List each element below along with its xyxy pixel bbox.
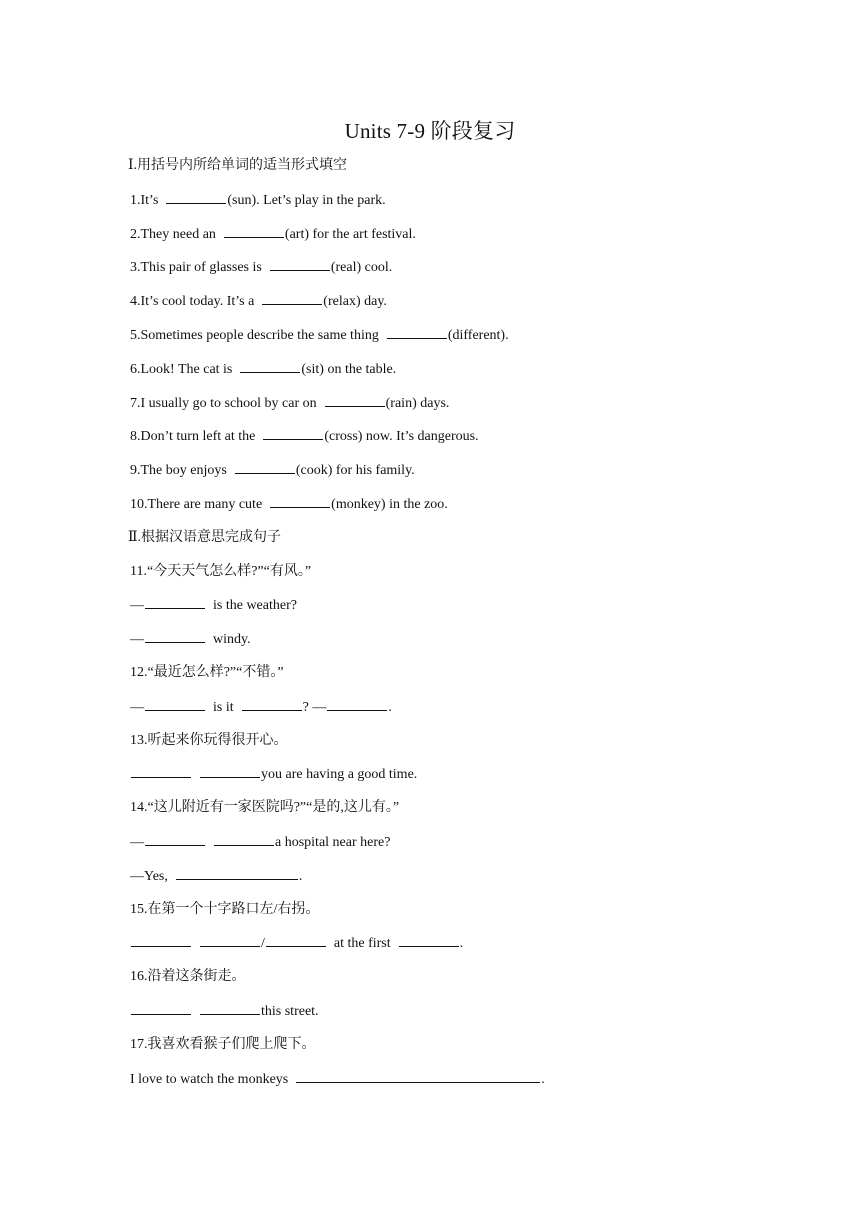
question-text: (sit) on the table. — [301, 361, 397, 377]
question-11-answer-2 — [130, 628, 750, 662]
answer-blank[interactable] — [266, 932, 326, 947]
answer-blank[interactable] — [270, 256, 330, 271]
question-5 — [130, 324, 750, 358]
question-text: a hospital near here? — [275, 834, 391, 850]
answer-blank[interactable] — [296, 1068, 540, 1083]
question-text: 4.It’s cool today. It’s a — [130, 294, 255, 310]
answer-blank[interactable] — [240, 358, 300, 373]
question-11-prompt: 11.“今天天气怎么样?”“有风。” — [130, 563, 312, 579]
section-2-heading: Ⅱ.根据汉语意思完成句子 — [128, 529, 282, 545]
question-text: is it — [213, 699, 234, 715]
question-13-answer — [130, 763, 750, 797]
question-text: 9.The boy enjoys — [130, 463, 227, 479]
question-text: 5.Sometimes people describe the same thing — [130, 327, 379, 343]
question-16-prompt: 16.沿着这条街走。 — [130, 969, 246, 985]
question-2 — [130, 223, 750, 257]
answer-blank[interactable] — [166, 189, 226, 204]
answer-blank[interactable] — [131, 1000, 191, 1015]
answer-blank[interactable] — [145, 628, 205, 643]
page-title: Units 7-9 阶段复习 — [344, 119, 516, 143]
question-text: (rain) days. — [385, 395, 450, 411]
dash: — — [130, 834, 144, 850]
question-text: . — [298, 868, 303, 884]
question-text: (different). — [447, 327, 509, 343]
question-text: (cross) now. It’s dangerous. — [324, 429, 479, 445]
dash: — — [130, 598, 144, 614]
answer-blank[interactable] — [325, 392, 385, 407]
question-text: . — [541, 1071, 545, 1087]
section-1-heading: Ⅰ.用括号内所给单词的适当形式填空 — [128, 158, 348, 173]
question-text: (cook) for his family. — [295, 463, 415, 479]
slash: / — [261, 936, 265, 952]
question-14-answer-1 — [130, 831, 750, 865]
question-15-prompt: 15.在第一个十字路口左/右拐。 — [130, 901, 320, 917]
question-text: 7.I usually go to school by car on — [130, 395, 317, 411]
question-11-answer-1 — [130, 594, 750, 628]
question-12-prompt: 12.“最近怎么样?”“不错。” — [130, 664, 284, 680]
answer-blank[interactable] — [214, 831, 274, 846]
question-text: 3.This pair of glasses is — [130, 260, 262, 276]
question-text: ? — — [302, 699, 327, 715]
worksheet-content — [130, 155, 750, 1101]
answer-blank[interactable] — [263, 425, 323, 440]
question-text: is the weather? — [213, 598, 297, 614]
question-text: . — [459, 936, 464, 952]
answer-blank[interactable] — [399, 932, 459, 947]
question-4 — [130, 290, 750, 324]
question-17-answer — [130, 1068, 750, 1102]
question-3 — [130, 256, 750, 290]
question-12-answer — [130, 696, 750, 730]
question-1 — [130, 189, 750, 223]
answer-blank[interactable] — [131, 932, 191, 947]
question-14-prompt: 14.“这儿附近有一家医院吗?”“是的,这儿有。” — [130, 800, 400, 816]
answer-blank[interactable] — [176, 865, 298, 880]
question-text: (sun). Let’s play in the park. — [227, 192, 386, 208]
answer-blank[interactable] — [270, 493, 330, 508]
dash: — — [130, 632, 144, 648]
answer-blank[interactable] — [224, 223, 284, 238]
question-14-answer-2 — [130, 865, 750, 899]
question-8 — [130, 425, 750, 459]
question-7 — [130, 392, 750, 426]
question-text: I love to watch the monkeys — [130, 1071, 289, 1087]
question-text: (real) cool. — [330, 260, 393, 276]
dash: — — [130, 699, 144, 715]
question-15-answer — [130, 932, 750, 966]
question-text: 2.They need an — [130, 226, 216, 242]
question-text: 6.Look! The cat is — [130, 361, 233, 377]
answer-blank[interactable] — [145, 831, 205, 846]
answer-blank[interactable] — [387, 324, 447, 339]
question-16-answer — [130, 1000, 750, 1034]
answer-blank[interactable] — [200, 1000, 260, 1015]
question-text: (relax) day. — [323, 294, 387, 310]
question-text: you are having a good time. — [261, 767, 418, 783]
question-text: 10.There are many cute — [130, 496, 263, 512]
question-text: —Yes, — [130, 868, 168, 884]
question-13-prompt: 13.听起来你玩得很开心。 — [130, 732, 288, 748]
question-text: windy. — [213, 632, 251, 648]
question-9 — [130, 459, 750, 493]
question-text: (art) for the art festival. — [284, 226, 416, 242]
answer-blank[interactable] — [262, 290, 322, 305]
question-text: 1.It’s — [130, 192, 159, 208]
question-text: at the first — [333, 936, 391, 952]
question-text: 8.Don’t turn left at the — [130, 429, 256, 445]
answer-blank[interactable] — [145, 696, 205, 711]
answer-blank[interactable] — [200, 763, 260, 778]
question-10 — [130, 493, 750, 527]
answer-blank[interactable] — [200, 932, 260, 947]
question-text: (monkey) in the zoo. — [331, 496, 448, 512]
answer-blank[interactable] — [235, 459, 295, 474]
answer-blank[interactable] — [242, 696, 302, 711]
question-6 — [130, 358, 750, 392]
answer-blank[interactable] — [327, 696, 387, 711]
question-text: . — [388, 699, 392, 715]
question-text: this street. — [261, 1003, 319, 1019]
answer-blank[interactable] — [131, 763, 191, 778]
question-17-prompt: 17.我喜欢看猴子们爬上爬下。 — [130, 1036, 316, 1052]
answer-blank[interactable] — [145, 594, 205, 609]
